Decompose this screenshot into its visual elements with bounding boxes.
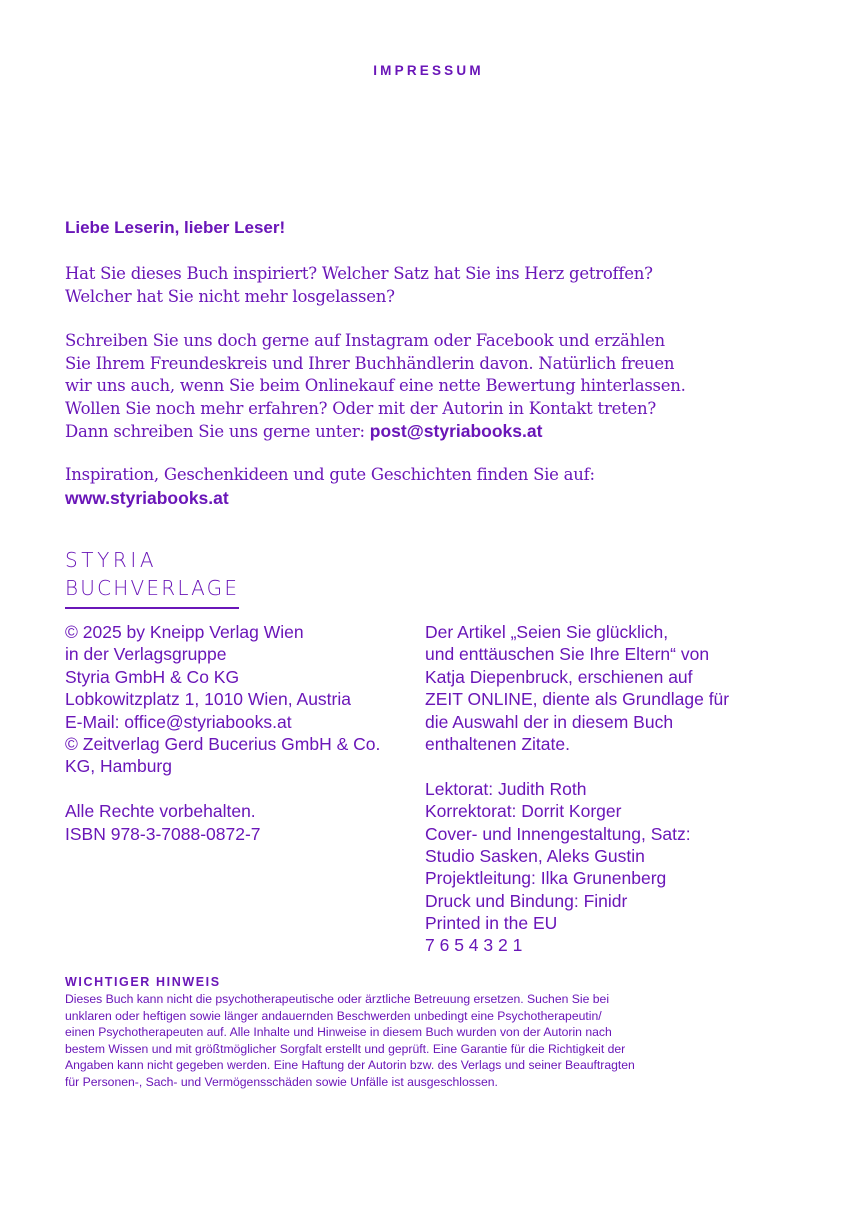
credit-line: Cover- und Innengestaltung, Satz:: [425, 823, 691, 844]
notice-line: bestem Wissen und mit größtmöglicher Sorgfalt erstellt und geprüft. Eine Garantie für die Richtigkeit der: [65, 1041, 626, 1056]
copyright-line: KG, Hamburg: [65, 756, 172, 777]
website-link[interactable]: www.styriabooks.at: [65, 487, 229, 508]
credit-line: Korrektorat: Dorrit Korger: [425, 801, 622, 822]
intro-line: Welcher hat Sie nicht mehr losgelassen?: [65, 286, 395, 306]
inspiration-line: Inspiration, Geschenkideen und gute Geschichten finden Sie auf:: [65, 465, 595, 484]
contact-line: Schreiben Sie uns doch gerne auf Instagram oder Facebook und erzählen: [65, 331, 665, 350]
article-line: die Auswahl der in diesem Buch: [425, 711, 674, 732]
copyright-column: [65, 621, 380, 845]
copyright-line: in der Verlagsgruppe: [65, 644, 227, 665]
intro-line: Hat Sie dieses Buch inspiriert? Welcher Satz hat Sie ins Herz getroffen?: [65, 264, 653, 283]
notice-line: Dieses Buch kann nicht die psychotherapeutische oder ärztliche Betreuung ersetzen. Suchen Sie bei: [65, 992, 610, 1006]
important-notice: [65, 974, 635, 1091]
notice-line: unklaren oder heftigen sowie länger andauernden Beschwerden unbedingt eine Psychotherapeutin/: [65, 1008, 602, 1023]
contact-line: Wollen Sie noch mehr erfahren? Oder mit der Autorin in Kontakt treten?: [65, 398, 656, 418]
publisher-logo: [65, 546, 239, 609]
spacer: [425, 755, 729, 777]
copyright-line: Lobkowitzplatz 1, 1010 Wien, Austria: [65, 689, 351, 710]
article-line: und enttäuschen Sie Ihre Eltern“ von: [425, 644, 710, 665]
contact-line: wir uns auch, wenn Sie beim Onlinekauf eine nette Bewertung hinterlassen.: [65, 376, 686, 395]
copyright-line: © 2025 by Kneipp Verlag Wien: [65, 622, 304, 642]
inspiration-paragraph: [65, 464, 595, 509]
copyright-line: Styria GmbH & Co KG: [65, 666, 240, 687]
contact-line: Sie Ihrem Freundeskreis und Ihrer Buchhändlerin davon. Natürlich freuen: [65, 353, 675, 373]
article-line: enthaltenen Zitate.: [425, 733, 570, 754]
spacer: [65, 778, 380, 800]
greeting: Liebe Leserin, lieber Leser!: [65, 218, 286, 237]
page-heading: IMPRESSUM: [373, 63, 484, 78]
contact-email[interactable]: post@styriabooks.at: [369, 421, 543, 441]
isbn-text: ISBN 978-3-7088-0872-7: [65, 823, 261, 844]
print-run-numbers: 7 6 5 4 3 2 1: [425, 935, 523, 956]
article-line: Katja Diepenbruck, erschienen auf: [425, 666, 693, 687]
credit-line: Projektleitung: Ilka Grunenberg: [425, 868, 667, 889]
credit-line: Lektorat: Judith Roth: [425, 778, 587, 799]
notice-line: Angaben kann nicht gegeben werden. Eine Haftung der Autorin bzw. des Verlags und seiner Beauftragten: [65, 1058, 635, 1073]
logo-line-1: STYRIA: [65, 548, 158, 572]
contact-paragraph: [65, 330, 686, 444]
article-line: Der Artikel „Seien Sie glücklich,: [425, 622, 669, 642]
rights-text: Alle Rechte vorbehalten.: [65, 801, 256, 822]
logo-underline: [65, 607, 239, 609]
article-line: ZEIT ONLINE, diente als Grundlage für: [425, 689, 730, 710]
intro-paragraph: [65, 263, 653, 308]
credit-line: Studio Sasken, Aleks Gustin: [425, 845, 645, 866]
notice-body: [65, 991, 635, 1091]
contact-prefix: Dann schreiben Sie uns gerne unter:: [65, 422, 370, 441]
credit-line: Druck und Bindung: Finidr: [425, 890, 628, 911]
copyright-line: © Zeitverlag Gerd Bucerius GmbH & Co.: [65, 733, 381, 754]
logo-line-2: BUCHVERLAGE: [65, 576, 240, 600]
credit-line: Printed in the EU: [425, 913, 558, 934]
notice-line: für Personen-, Sach- und Vermögensschäden sowie Unfälle ist ausgeschlossen.: [65, 1074, 498, 1089]
contact-line-last: [65, 420, 686, 444]
copyright-line: E-Mail: office@styriabooks.at: [65, 711, 292, 732]
notice-line: einen Psychotherapeuten auf. Alle Inhalte und Hinweise in diesem Buch wurden von der Autorin nach: [65, 1025, 612, 1040]
notice-title: WICHTIGER HINWEIS: [65, 975, 221, 989]
credits-column: [425, 621, 729, 957]
